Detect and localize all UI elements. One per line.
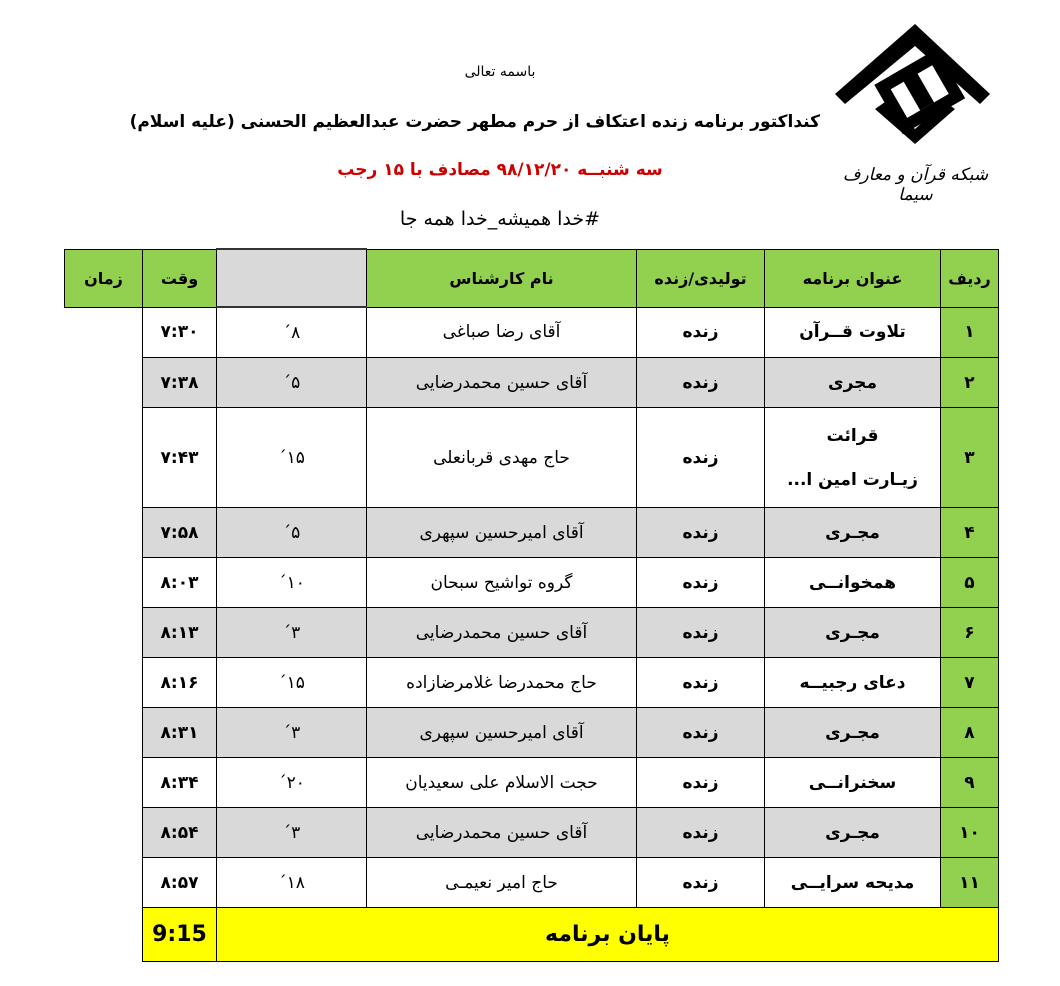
- row-number: ۶: [941, 608, 999, 658]
- program-title: مجـری: [765, 808, 941, 858]
- table-row: [65, 808, 999, 858]
- duration: ۵´: [217, 358, 367, 408]
- row-number: ۱۰: [941, 808, 999, 858]
- program-title: مدیحه سرایــی: [765, 858, 941, 908]
- expert-name: حاج مهدی قربانعلی: [367, 408, 637, 508]
- row-number: ۸: [941, 708, 999, 758]
- program-end-label: پایان برنامه: [217, 908, 999, 962]
- program-title: دعای رجبیــه: [765, 658, 941, 708]
- table-header-row: [65, 249, 999, 307]
- expert-name: آقای امیرحسین سپهری: [367, 508, 637, 558]
- row-number: ۳: [941, 408, 999, 508]
- program-status: زنده: [637, 658, 765, 708]
- page-title: کنداکتور برنامه زنده اعتکاف از حرم مطهر حضرت عبدالعظیم الحسنی (علیه اسلام): [129, 112, 820, 132]
- schedule-table: [64, 248, 999, 962]
- expert-name: گروه تواشیح سبحان: [367, 558, 637, 608]
- header-row-num: ردیف: [941, 249, 999, 307]
- start-time: ۷:۳۰: [143, 307, 217, 358]
- row-number: ۷: [941, 658, 999, 708]
- program-title: مجـری: [765, 508, 941, 558]
- header-time: زمان: [65, 249, 143, 307]
- start-time: ۸:۱۶: [143, 658, 217, 708]
- start-time: ۷:۴۳: [143, 408, 217, 508]
- start-time: ۷:۳۸: [143, 358, 217, 408]
- expert-name: حاج امیر نعیمـی: [367, 858, 637, 908]
- duration: ۱۸´: [217, 858, 367, 908]
- header-duration: وقت: [143, 249, 217, 307]
- row-number: ۵: [941, 558, 999, 608]
- expert-name: آقای حسین محمدرضایی: [367, 358, 637, 408]
- expert-name: آقای حسین محمدرضایی: [367, 808, 637, 858]
- program-status: زنده: [637, 508, 765, 558]
- hashtag: #خدا همیشه_خدا همه جا: [399, 208, 601, 230]
- program-status: زنده: [637, 307, 765, 358]
- duration: ۲۰´: [217, 758, 367, 808]
- program-status: زنده: [637, 408, 765, 508]
- expert-name: حجت الاسلام علی سعیدیان: [367, 758, 637, 808]
- table-row: [65, 758, 999, 808]
- duration: ۳´: [217, 808, 367, 858]
- program-title: مجری: [765, 358, 941, 408]
- table-row: [65, 358, 999, 408]
- expert-name: آقای حسین محمدرضایی: [367, 608, 637, 658]
- start-time: ۸:۳۴: [143, 758, 217, 808]
- header-name: نام کارشناس: [367, 249, 637, 307]
- start-time: ۸:۱۳: [143, 608, 217, 658]
- duration: ۵´: [217, 508, 367, 558]
- start-time: ۸:۵۷: [143, 858, 217, 908]
- start-time: ۸:۳۱: [143, 708, 217, 758]
- table-row: [65, 408, 999, 508]
- program-title: مجـری: [765, 608, 941, 658]
- expert-name: آقای رضا صباغی: [367, 307, 637, 358]
- duration: ۸´: [217, 307, 367, 358]
- row-number: ۹: [941, 758, 999, 808]
- quran-logo-icon: [815, 14, 1010, 164]
- duration: ۱۰´: [217, 558, 367, 608]
- duration: ۳´: [217, 708, 367, 758]
- duration: ۱۵´: [217, 658, 367, 708]
- program-end-time: 9:15: [143, 908, 217, 962]
- program-status: زنده: [637, 858, 765, 908]
- program-status: زنده: [637, 808, 765, 858]
- program-status: زنده: [637, 708, 765, 758]
- start-time: ۸:۰۳: [143, 558, 217, 608]
- table-row: [65, 858, 999, 908]
- program-status: زنده: [637, 358, 765, 408]
- program-title: همخوانــی: [765, 558, 941, 608]
- table-row: [65, 608, 999, 658]
- duration: ۱۵´: [217, 408, 367, 508]
- row-number: ۴: [941, 508, 999, 558]
- program-status: زنده: [637, 608, 765, 658]
- program-status: زنده: [637, 558, 765, 608]
- table-row: [65, 508, 999, 558]
- start-time: ۷:۵۸: [143, 508, 217, 558]
- table-footer-row: [65, 908, 999, 962]
- row-number: ۲: [941, 358, 999, 408]
- row-number: ۱: [941, 307, 999, 358]
- date-line: سه شنبــه ۹۸/۱۲/۲۰ مصادف با ۱۵ رجب: [337, 160, 663, 180]
- program-title: تلاوت قــرآن: [765, 307, 941, 358]
- network-logo-text: شبکه قرآن و معارف سیما: [842, 165, 989, 205]
- program-title-line1: قرائت: [826, 425, 879, 446]
- program-title-line2: زیـارت امین ا...: [787, 469, 918, 490]
- expert-name: حاج محمدرضا غلامرضازاده: [367, 658, 637, 708]
- duration: ۳´: [217, 608, 367, 658]
- table-row: [65, 558, 999, 608]
- program-title: مجـری: [765, 708, 941, 758]
- program-title: [765, 408, 941, 508]
- basmala: باسمه تعالی: [464, 64, 536, 80]
- blank-gray-column: [217, 249, 367, 307]
- row-number: ۱۱: [941, 858, 999, 908]
- program-status: زنده: [637, 758, 765, 808]
- program-title: سخنرانــی: [765, 758, 941, 808]
- start-time: ۸:۵۴: [143, 808, 217, 858]
- header-title: عنوان برنامه: [765, 249, 941, 307]
- table-row: [65, 708, 999, 758]
- header-status: تولیدی/زنده: [637, 249, 765, 307]
- table-row: [65, 307, 999, 358]
- table-row: [65, 658, 999, 708]
- expert-name: آقای امیرحسین سپهری: [367, 708, 637, 758]
